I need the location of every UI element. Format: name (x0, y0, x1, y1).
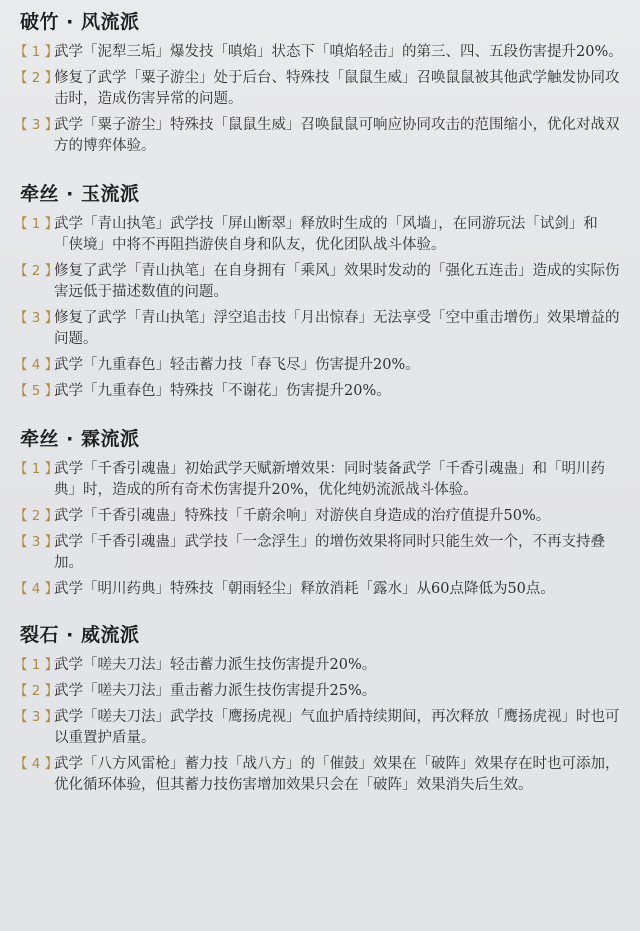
list-item (14, 42, 626, 63)
list-item (14, 381, 626, 402)
item-text: 武学「九重春色」特殊技「不谢花」伤害提升20%。 (54, 383, 391, 399)
item-index: 【 2 】 (14, 70, 59, 86)
section-title: 牵丝 · 霖流派 (20, 428, 140, 450)
item-text: 武学「嗟夫刀法」重击蓄力派生技伤害提升25%。 (54, 683, 377, 699)
list-item (14, 355, 626, 376)
item-index: 【 3 】 (14, 117, 59, 133)
item-index: 【 4 】 (14, 581, 59, 597)
item-index: 【 4 】 (14, 756, 59, 772)
item-text: 武学「嗟夫刀法」武学技「鹰扬虎视」气血护盾持续期间，再次释放「鹰扬虎视」时也可以重置护盾量。 (54, 709, 620, 746)
item-text: 武学「九重春色」轻击蓄力技「春飞尽」伤害提升20%。 (54, 357, 420, 373)
item-text: 武学「青山执笔」武学技「屏山断翠」释放时生成的「风墙」，在同游玩法「试剑」和「侠境」中将不再阻挡游侠自身和队友，优化团队战斗体验。 (54, 216, 598, 253)
list-item (14, 754, 626, 796)
list-item (14, 115, 626, 157)
list-item (14, 506, 626, 527)
list-item (14, 655, 626, 676)
section-title: 裂石 · 威流派 (20, 624, 140, 646)
item-text: 修复了武学「粟子游尘」处于后台、特殊技「鼠鼠生威」召唤鼠鼠被其他武学触发协同攻击时，造成伤害异常的问题。 (54, 70, 620, 107)
item-index: 【 1 】 (14, 461, 59, 477)
item-index: 【 1 】 (14, 657, 59, 673)
section-title: 破竹 · 风流派 (20, 11, 140, 33)
item-index: 【 1 】 (14, 44, 59, 60)
section-pozhu-feng (14, 6, 626, 157)
item-index: 【 3 】 (14, 534, 59, 550)
item-index: 【 4 】 (14, 357, 59, 373)
list-item (14, 681, 626, 702)
item-text: 武学「粟子游尘」特殊技「鼠鼠生威」召唤鼠鼠可响应协同攻击的范围缩小，优化对战双方的博弈体验。 (54, 117, 620, 154)
item-text: 武学「千香引魂蛊」特殊技「千蔚余响」对游侠自身造成的治疗值提升50%。 (54, 508, 551, 524)
item-index: 【 2 】 (14, 683, 59, 699)
item-text: 修复了武学「青山执笔」在自身拥有「乘风」效果时发动的「强化五连击」造成的实际伤害远低于描述数值的问题。 (54, 263, 620, 300)
item-text: 武学「明川药典」特殊技「朝雨轻尘」释放消耗「露水」从60点降低为50点。 (54, 581, 555, 597)
list-item (14, 308, 626, 350)
item-index: 【 3 】 (14, 709, 59, 725)
item-index: 【 3 】 (14, 310, 59, 326)
list-item (14, 532, 626, 574)
item-index: 【 1 】 (14, 216, 59, 232)
section-title: 牵丝 · 玉流派 (20, 183, 140, 205)
item-index: 【 2 】 (14, 508, 59, 524)
section-lieshi-wei (14, 619, 626, 796)
item-text: 武学「泥犁三垢」爆发技「嗔焰」状态下「嗔焰轻击」的第三、四、五段伤害提升20%。 (54, 44, 623, 60)
item-index: 【 2 】 (14, 263, 59, 279)
item-text: 武学「八方风雷枪」蓄力技「战八方」的「催鼓」效果在「破阵」效果存在时也可添加，优化循环体验，但其蓄力技伤害增加效果只会在「破阵」效果消失后生效。 (54, 756, 620, 793)
item-text: 武学「千香引魂蛊」武学技「一念浮生」的增伤效果将同时只能生效一个，不再支持叠加。 (54, 534, 605, 571)
item-text: 武学「嗟夫刀法」轻击蓄力派生技伤害提升20%。 (54, 657, 377, 673)
section-qiansi-yu (14, 178, 626, 402)
list-item (14, 68, 626, 110)
section-qiansi-lin (14, 423, 626, 600)
item-index: 【 5 】 (14, 383, 59, 399)
list-item (14, 261, 626, 303)
item-text: 修复了武学「青山执笔」浮空追击技「月出惊春」无法享受「空中重击增伤」效果增益的问题。 (54, 310, 620, 347)
list-item (14, 579, 626, 600)
item-text: 武学「千香引魂蛊」初始武学天赋新增效果：同时装备武学「千香引魂蛊」和「明川药典」时，造成的所有奇术伤害提升20%，优化纯奶流派战斗体验。 (54, 461, 605, 498)
list-item (14, 707, 626, 749)
list-item (14, 214, 626, 256)
list-item (14, 459, 626, 501)
